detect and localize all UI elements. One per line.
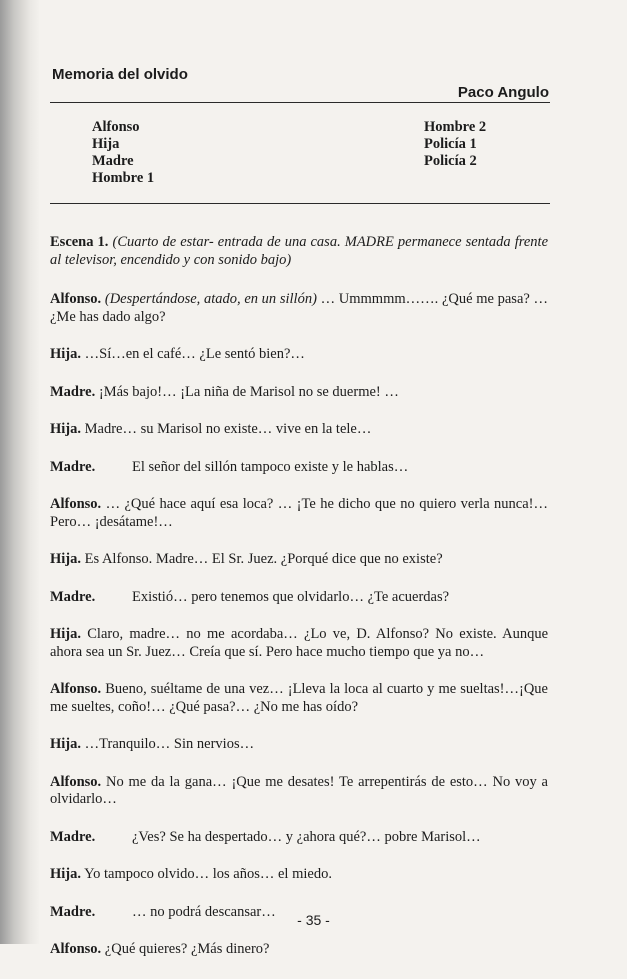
dialogue-text: Madre… su Marisol no existe… vive en la tele… — [81, 421, 372, 437]
speaker-name: Alfonso. — [50, 941, 102, 957]
dialogue-text: Claro, madre… no me acordaba… ¿Lo ve, D. Alfonso? No existe. Aunque ahora sea un Sr. Juez… Creía que sí. Pero hace mucho tiempo que ya no… — [50, 626, 548, 660]
dialogue-line — [50, 736, 548, 754]
header-divider — [50, 102, 550, 103]
dialogue-text: ¡Más bajo!… ¡La niña de Marisol no se duerme! … — [95, 383, 399, 400]
cast-list-left — [92, 119, 154, 187]
dialogue-text: Es Alfonso. Madre… El Sr. Juez. ¿Porqué dice que no existe? — [81, 551, 443, 567]
dialogue-line — [50, 626, 548, 661]
speaker-name: Hija. — [50, 736, 82, 752]
speaker-name: Madre. — [50, 828, 96, 845]
dialogue-line — [50, 459, 548, 477]
dialogue-text: ¿Ves? Se ha despertado… y ¿ahora qué?… pobre Marisol… — [132, 828, 481, 845]
page-number: - 35 - — [297, 912, 330, 928]
dialogue-text: No me da la gana… ¡Que me desates! Te arrepentirás de esto… No voy a olvidarlo… — [50, 773, 548, 807]
scene-heading — [50, 234, 548, 269]
cast-member: Alfonso — [92, 119, 140, 135]
dialogue-line — [50, 496, 548, 531]
dialogue-text: Bueno, suéltame de una vez… ¡Lleva la loca al cuarto y me sueltas!…¡Que me sueltes, coño!… ¿Qué pasa?… ¿No me has oído? — [50, 681, 548, 715]
speaker-name: Alfonso. — [50, 773, 102, 790]
dialogue-text: …Sí…en el café… ¿Le sentó bien?… — [81, 346, 305, 362]
cast-divider — [50, 203, 550, 204]
dialogue-text: … no podrá descansar… — [132, 903, 276, 920]
dialogue-line — [50, 681, 548, 716]
dialogue-line — [50, 589, 548, 607]
dialogue-text: El señor del sillón tampoco existe y le hablas… — [132, 458, 409, 475]
cast-list-right — [424, 119, 486, 170]
dialogue-line — [50, 291, 548, 326]
dialogue-text: … ¿Qué hace aquí esa loca? … ¡Te he dicho que no quiero verla nunca!… Pero… ¡desátame!… — [50, 496, 548, 530]
speaker-name: Alfonso. — [50, 496, 102, 512]
speaker-name: Madre. — [50, 458, 96, 475]
page-gutter-shadow — [0, 0, 40, 944]
dialogue-line — [50, 346, 548, 364]
cast-member: Hombre 2 — [424, 119, 487, 135]
cast-member: Hombre 1 — [92, 170, 155, 186]
scene-direction: (Cuarto de estar- entrada de una casa. MADRE permanece sentada frente al televisor, encendido y con sonido bajo) — [50, 234, 549, 268]
scene-label: Escena 1. — [50, 234, 109, 250]
speaker-name: Alfonso. — [50, 291, 102, 307]
dialogue-line — [50, 774, 548, 809]
play-title: Memoria del olvido — [52, 66, 188, 83]
dialogue-text: ¿Qué quieres? ¿Más dinero? — [101, 941, 270, 957]
dialogue-text: …Tranquilo… Sin nervios… — [81, 736, 255, 752]
speaker-name: Madre. — [50, 588, 96, 605]
dialogue-list — [50, 291, 548, 959]
cast-member: Madre — [92, 153, 134, 169]
cast-member: Hija — [92, 136, 120, 152]
dialogue-line — [50, 551, 548, 569]
play-text — [50, 234, 548, 979]
cast-member: Policía 2 — [424, 153, 477, 169]
dialogue-text: Yo tampoco olvido… los años… el miedo. — [81, 866, 332, 882]
cast-member: Policía 1 — [424, 136, 477, 152]
speaker-name: Hija. — [50, 626, 82, 642]
dialogue-line — [50, 866, 548, 884]
speaker-name: Hija. — [50, 551, 82, 567]
speaker-name: Hija. — [50, 346, 82, 362]
dialogue-line — [50, 829, 548, 847]
speaker-name: Madre. — [50, 383, 96, 400]
speaker-name: Hija. — [50, 421, 82, 437]
stage-direction: (Despertándose, atado, en un sillón) — [104, 291, 317, 307]
author-name: Paco Angulo — [457, 84, 549, 101]
speaker-name: Alfonso. — [50, 681, 102, 697]
speaker-name: Hija. — [50, 866, 82, 882]
dialogue-line — [50, 421, 548, 439]
dialogue-text: Existió… pero tenemos que olvidarlo… ¿Te acuerdas? — [132, 588, 450, 605]
dialogue-text: … Ummmmm……. ¿Qué me pasa? … ¿Me has dado algo? — [50, 291, 549, 325]
dialogue-line — [50, 384, 548, 402]
speaker-name: Madre. — [50, 903, 96, 920]
